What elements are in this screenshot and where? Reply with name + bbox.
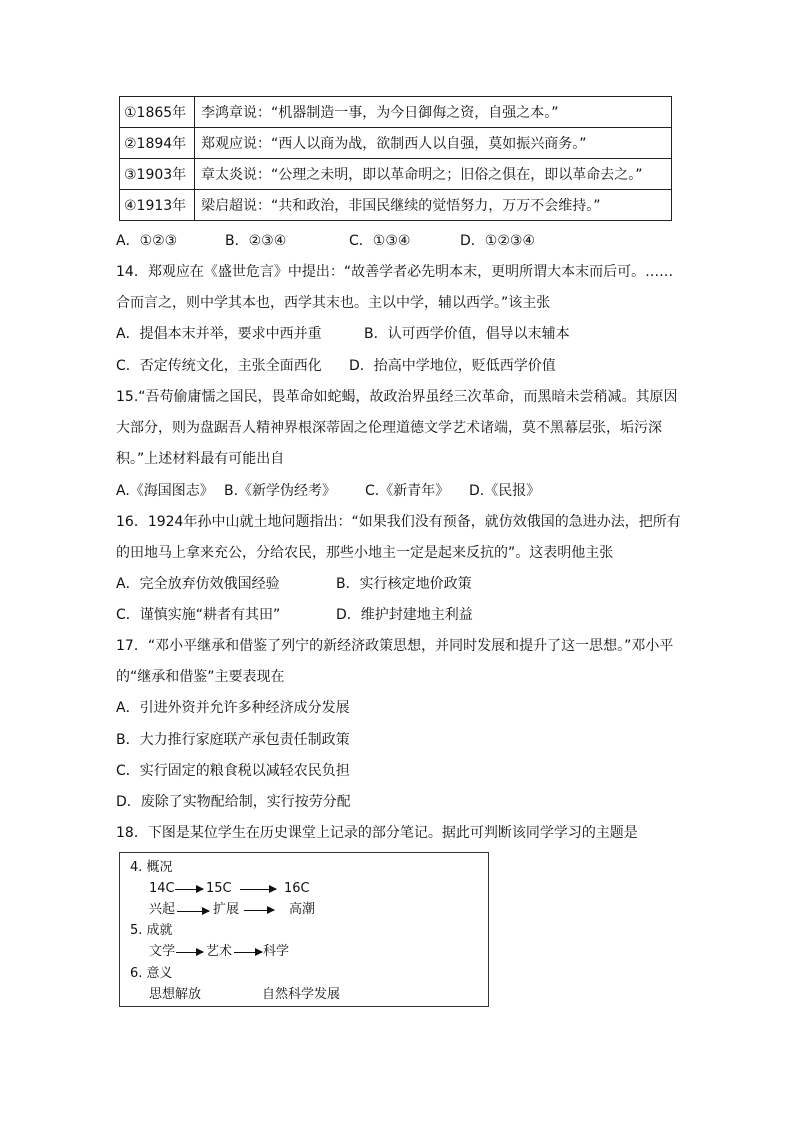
q17-option-a[interactable]: A．引进外资并允许多种经济成分发展 [116,700,350,716]
year-cell: ③1903年 [120,159,195,190]
year-cell: ①1865年 [120,97,195,128]
quote-cell: 章太炎说：“公理之未明，即以革命明之；旧俗之俱在，即以革命去之。” [195,159,672,190]
notes-stage-rise: 兴起 [149,902,176,917]
notes-heading-achievements: 5. 成就 [130,923,173,938]
table-row [120,190,672,221]
notes-meaning-science-development: 自然科学发展 [262,987,341,1002]
arrow-icon [175,889,203,890]
notes-meaning-liberation: 思想解放 [149,987,202,1002]
q17-stem-line-2: 的“继承和借鉴”主要表现在 [116,669,285,685]
q13-option-d[interactable]: D．①②③④ [460,233,535,249]
arrow-icon [240,889,276,890]
q15-option-a[interactable]: A.《海国图志》 [116,483,214,499]
q15-stem-line-1: 15.“吾苟偷庸懦之国民，畏革命如蛇蝎，故政治界虽经三次革命，而黑暗未尝稍减。其原因 [116,389,678,405]
notes-century-15: 15C [206,881,232,896]
q15-option-b[interactable]: B.《新学伪经考》 [224,483,337,499]
quote-cell: 郑观应说：“西人以商为战，欲制西人以自强，莫如振兴商务。” [195,128,672,159]
arrow-icon [176,952,203,953]
q15-stem-line-2: 大部分，则为盘踞吾人精神界根深蒂固之伦理道德文学艺术诸端，莫不黑幕层张，垢污深 [116,420,662,436]
notes-field-art: 艺术 [206,944,233,959]
q14-option-a[interactable]: A．提倡本末并举，要求中西并重 [116,326,322,342]
notes-heading-overview: 4. 概况 [130,860,173,875]
q14-option-b[interactable]: B．认可西学价值，倡导以末辅本 [364,326,570,342]
q16-option-c[interactable]: C．谨慎实施“耕者有其田” [116,607,281,623]
year-cell: ④1913年 [120,190,195,221]
q17-option-c[interactable]: C．实行固定的粮食税以减轻农民负担 [116,763,350,779]
arrow-icon [177,911,209,912]
q15-option-d[interactable]: D.《民报》 [469,483,541,499]
q14-stem-line-1: 14．郑观应在《盛世危言》中提出：“故善学者必先明本末，更明所谓大本末而后可。…… [116,264,674,280]
table-row [120,159,672,190]
table-row [120,128,672,159]
q18-stem-line-1: 18．下图是某位学生在历史课堂上记录的部分笔记。据此可判断该同学学习的主题是 [116,825,638,841]
q16-stem-line-1: 16．1924年孙中山就土地问题指出：“如果我们没有预备，就仿效俄国的急进办法，把所有 [116,514,681,530]
q13-material-table [119,96,672,221]
quote-cell: 梁启超说：“共和政治，非国民继续的觉悟努力，万万不会维持。” [195,190,672,221]
quote-cell: 李鸿章说：“机器制造一事，为今日御侮之资，自强之本。” [195,97,672,128]
notes-stage-peak: 高潮 [289,902,316,917]
notes-century-14: 14C [149,881,175,896]
q14-stem-line-2: 合而言之，则中学其本也，西学其末也。主以中学，辅以西学。”该主张 [116,295,551,311]
q14-option-c[interactable]: C．否定传统文化，主张全面西化 [116,358,322,374]
q17-option-b[interactable]: B．大力推行家庭联产承包责任制政策 [116,732,350,748]
year-cell: ②1894年 [120,128,195,159]
notes-heading-significance: 6. 意义 [130,966,173,981]
notes-field-literature: 文学 [149,944,176,959]
q13-option-c[interactable]: C．①③④ [349,233,411,249]
q17-stem-line-1: 17．“邓小平继承和借鉴了列宁的新经济政策思想，并同时发展和提升了这一思想。”邓小平 [116,638,674,654]
arrow-icon [244,910,274,911]
q16-option-a[interactable]: A．完全放弃仿效俄国经验 [116,576,280,592]
q13-option-a[interactable]: A．①②③ [116,233,178,249]
q16-stem-line-2: 的田地马上拿来充公，分给农民，那些小地主一定是起来反抗的”。这表明他主张 [116,545,614,561]
arrow-icon [234,952,262,953]
q16-option-d[interactable]: D．维护封建地主利益 [336,607,473,623]
q14-option-d[interactable]: D．抬高中学地位，贬低西学价值 [349,358,556,374]
table-row [120,97,672,128]
notes-century-16: 16C [284,881,310,896]
q13-option-b[interactable]: B．②③④ [225,233,287,249]
q15-option-c[interactable]: C.《新青年》 [365,483,450,499]
q16-option-b[interactable]: B．实行核定地价政策 [336,576,472,592]
q15-stem-line-3: 积。”上述材料最有可能出自 [116,451,285,467]
student-notes-box [119,852,489,1007]
notes-stage-expand: 扩展 [213,902,240,917]
q17-option-d[interactable]: D．废除了实物配给制，实行按劳分配 [116,794,351,810]
notes-field-science: 科学 [263,944,290,959]
